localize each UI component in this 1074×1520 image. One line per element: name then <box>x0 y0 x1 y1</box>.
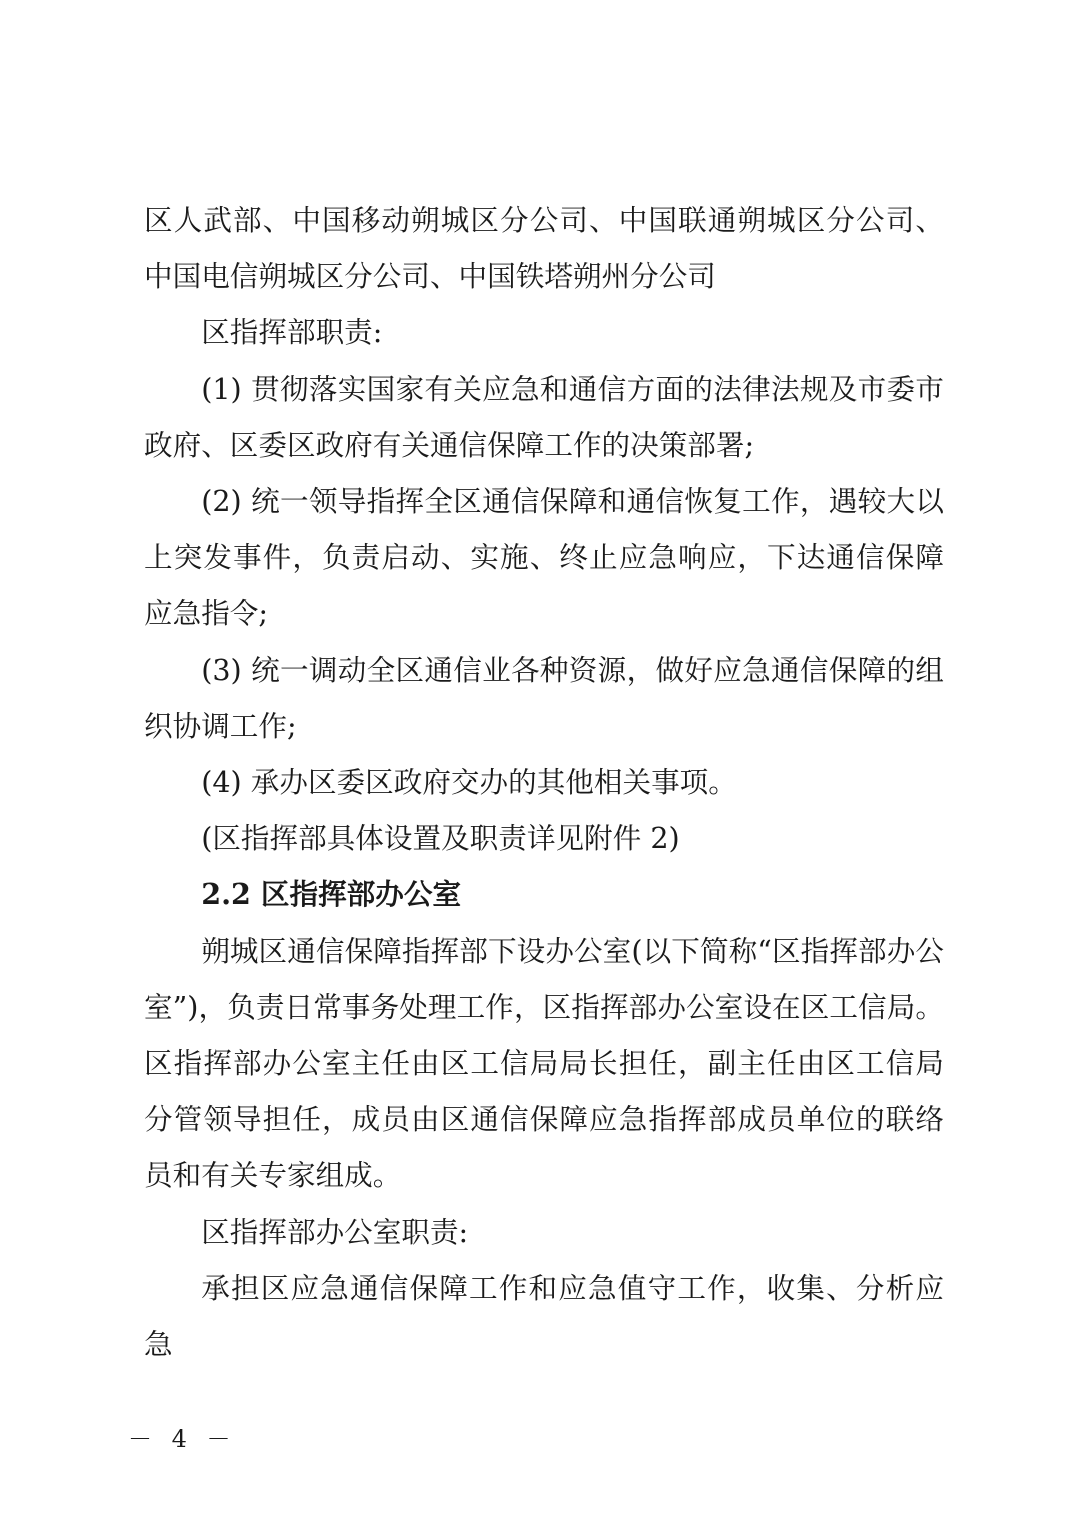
paragraph-office-duties-heading: 区指挥部办公室职责: <box>201 1214 469 1249</box>
section-heading: 2.2 区指挥部办公室 <box>201 877 462 912</box>
paragraph-duty-2: (2) 统一领导指挥全区通信保障和通信恢复工作，遇较大以上突发事件，负责启动、实施、终止应急响应，下达通信保障应急指令; <box>144 484 944 631</box>
paragraph-duties-heading: 区指挥部职责: <box>201 315 383 350</box>
paragraph-duty-3: (3) 统一调动全区通信业各种资源，做好应急通信保障的组织协调工作; <box>144 652 944 743</box>
paragraph-office-duties: 承担区应急通信保障工作和应急值守工作，收集、分析应急 <box>144 1270 944 1362</box>
paragraph-attachment-note: (区指挥部具体设置及职责详见附件 2) <box>201 821 680 856</box>
paragraph-office-description: 朔城区通信保障指挥部下设办公室(以下简称“区指挥部办公室”)，负责日常事务处理工作，区指挥部办公室设在区工信局。区指挥部办公室主任由区工信局局长担任，副主任由区工信局分管领导担任，成员由区通信保障应急指挥部成员单位的联络员和有关专家组成。 <box>144 933 944 1193</box>
paragraph-member-units: 区人武部、中国移动朔城区分公司、中国联通朔城区分公司、中国电信朔城区分公司、中国铁塔朔州分公司 <box>144 203 944 294</box>
paragraph-duty-1: (1) 贯彻落实国家有关应急和通信方面的法律法规及市委市政府、区委区政府有关通信保障工作的决策部署; <box>144 371 944 462</box>
page-number: － 4 － <box>128 1425 237 1453</box>
document-body <box>144 192 944 1372</box>
paragraph-duty-4: (4) 承办区委区政府交办的其他相关事项。 <box>201 765 737 800</box>
